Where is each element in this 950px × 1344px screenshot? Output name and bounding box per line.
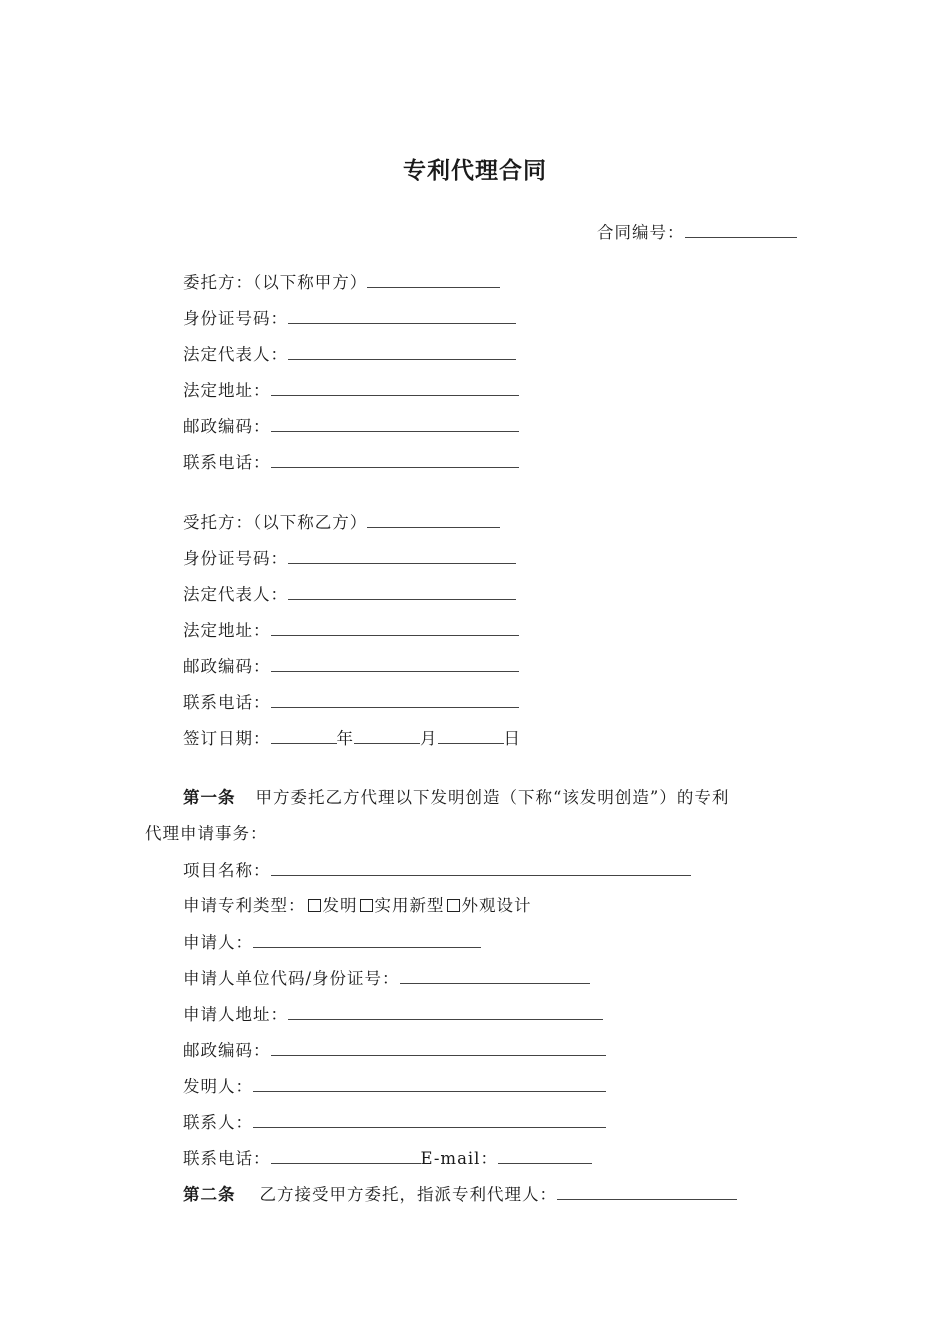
party-a-name-field[interactable] [367,270,500,288]
party-a-postcode-line [183,414,519,438]
sign-year-label: 年 [336,729,354,748]
party-a-title-line [183,270,500,294]
sign-day-label: 日 [503,729,521,748]
project-name-field[interactable] [271,858,691,876]
party-a-address-label: 法定地址： [183,381,271,400]
sign-date-line [183,726,521,750]
applicant-field[interactable] [253,930,481,948]
party-b-id-line [183,546,516,570]
party-b-postcode-label: 邮政编码： [183,657,271,676]
party-b-address-line [183,618,519,642]
inventor-field[interactable] [253,1074,606,1092]
sign-month-field[interactable] [354,726,420,744]
party-b-postcode-field[interactable] [271,654,519,672]
contact-line [183,1110,606,1134]
party-b-address-label: 法定地址： [183,621,271,640]
party-b-title: 受托方：（以下称乙方） [183,513,368,532]
party-b-phone-field[interactable] [271,690,519,708]
article1-line2 [145,822,268,846]
contract-number-line [597,220,797,244]
applicant-postcode-line [183,1038,606,1062]
design-label: 外观设计 [461,896,532,915]
applicant-postcode-label: 邮政编码： [183,1041,271,1060]
sign-date-label: 签订日期： [183,729,271,748]
article1-text-line2: 代理申请事务： [145,824,268,843]
sign-month-label: 月 [420,729,438,748]
party-a-id-label: 身份证号码： [183,309,288,328]
applicant-line [183,930,481,954]
sign-year-field[interactable] [271,726,337,744]
applicant-code-line [183,966,590,990]
contact-phone-label: 联系电话： [183,1149,271,1168]
contact-phone-field[interactable] [271,1146,421,1164]
applicant-address-field[interactable] [288,1002,603,1020]
party-b-id-label: 身份证号码： [183,549,288,568]
party-b-rep-line [183,582,516,606]
utility-model-label: 实用新型 [374,896,445,915]
patent-type-line [183,894,532,918]
party-b-phone-label: 联系电话： [183,693,271,712]
article2-heading: 第二条 [183,1185,236,1204]
article2-text: 乙方接受甲方委托，指派专利代理人： [259,1185,557,1204]
project-name-line [183,858,691,882]
party-a-phone-line [183,450,519,474]
party-a-rep-label: 法定代表人： [183,345,288,364]
utility-model-checkbox[interactable] [360,899,373,912]
party-a-phone-field[interactable] [271,450,519,468]
article1-heading: 第一条 [183,788,236,807]
party-a-id-line [183,306,516,330]
party-a-phone-label: 联系电话： [183,453,271,472]
patent-agent-field[interactable] [557,1182,737,1200]
party-b-name-field[interactable] [367,510,500,528]
party-a-rep-line [183,342,516,366]
applicant-code-field[interactable] [400,966,590,984]
party-a-id-field[interactable] [288,306,516,324]
contract-number-field[interactable] [685,220,797,238]
email-label: E-mail： [420,1149,498,1168]
party-b-postcode-line [183,654,519,678]
party-b-address-field[interactable] [271,618,519,636]
contact-phone-line [183,1146,592,1170]
party-a-address-field[interactable] [271,378,519,396]
applicant-label: 申请人： [183,933,253,952]
invention-label: 发明 [322,896,358,915]
article1-line1 [183,786,729,810]
contact-field[interactable] [253,1110,606,1128]
inventor-label: 发明人： [183,1077,253,1096]
party-a-postcode-field[interactable] [271,414,519,432]
party-a-postcode-label: 邮政编码： [183,417,271,436]
inventor-line [183,1074,606,1098]
party-b-id-field[interactable] [288,546,516,564]
applicant-address-label: 申请人地址： [183,1005,288,1024]
invention-checkbox[interactable] [308,899,321,912]
applicant-postcode-field[interactable] [271,1038,606,1056]
party-b-phone-line [183,690,519,714]
design-checkbox[interactable] [447,899,460,912]
sign-day-field[interactable] [438,726,504,744]
contact-label: 联系人： [183,1113,253,1132]
party-b-rep-label: 法定代表人： [183,585,288,604]
project-name-label: 项目名称： [183,861,271,880]
applicant-code-label: 申请人单位代码/身份证号： [183,969,400,988]
party-b-rep-field[interactable] [288,582,516,600]
party-a-title: 委托方：（以下称甲方） [183,273,368,292]
party-a-address-line [183,378,519,402]
article2-line [183,1182,737,1206]
party-b-title-line [183,510,500,534]
page-title: 专利代理合同 [403,158,547,184]
email-field[interactable] [498,1146,592,1164]
applicant-address-line [183,1002,603,1026]
contract-number-label: 合同编号： [597,223,685,242]
article1-text-line1: 甲方委托乙方代理以下发明创造（下称“该发明创造”）的专利 [255,788,730,807]
patent-type-label: 申请专利类型： [183,896,306,915]
party-a-rep-field[interactable] [288,342,516,360]
